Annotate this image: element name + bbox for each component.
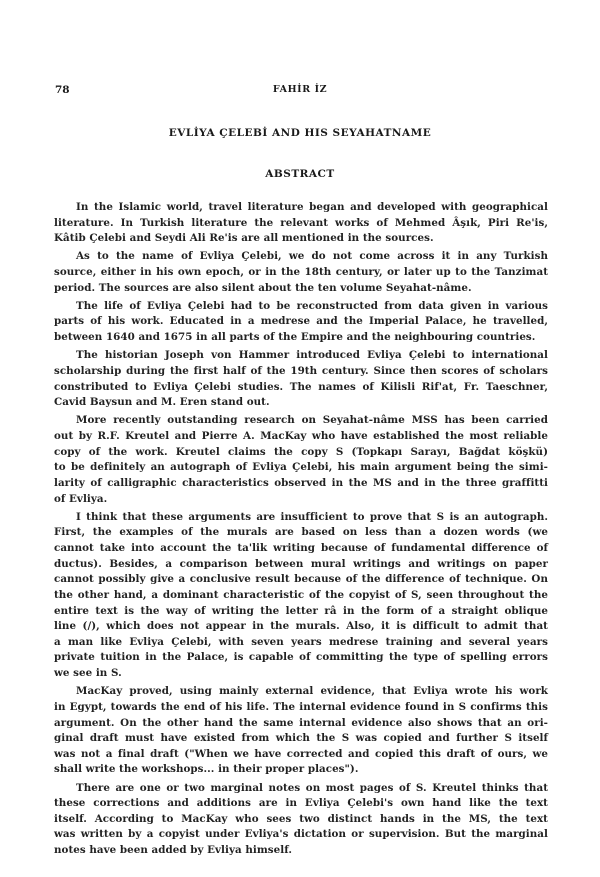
text-line: source, either in his own epoch, or in the 18th century, or later up to the Tanzimat [54, 266, 548, 279]
text-line: was not a final draft ("When we have corrected and copied this draft of ours, we [54, 747, 548, 760]
text-line: copy of the work. Kreutel claims the copy S (Topkapı Sarayı, Bağdat köşkü) [54, 445, 548, 458]
paragraph [54, 510, 548, 682]
text-line: More recently outstanding research on Seyahat-nâme MSS has been carried [76, 414, 548, 427]
text-line: the other hand, a dominant characteristic of the copyist of S, seen throughout the [54, 588, 548, 601]
text-line: of Evliya. [54, 492, 108, 505]
abstract-heading: ABSTRACT [265, 168, 335, 180]
text-line: literature. In Turkish literature the relevant works of Mehmed Âşık, Piri Re'is, [54, 216, 548, 229]
text-line: between 1640 and 1675 in all parts of the Empire and the neighbouring countries. [54, 331, 536, 344]
text-line: larity of calligraphic characteristics observed in the MS and in the three graffitti [54, 476, 548, 489]
text-line: constributed to Evliya Çelebi studies. The names of Kilisli Rif'at, Fr. Taeschner, [54, 380, 548, 393]
running-head: FAHİR İZ [272, 84, 328, 95]
page-number: 78 [55, 84, 70, 96]
paragraph [54, 249, 548, 296]
paragraph [54, 413, 548, 507]
text-line: itself. According to MacKay who sees two distinct hands in the MS, the text [54, 812, 548, 825]
text-line: entire text is the way of writing the letter râ in the form of a straight oblique [54, 604, 548, 617]
text-line: cannot take into account the ta'lik writing because of fundamental difference of [54, 541, 548, 554]
text-line: to be definitely an autograph of Evliya Çelebi, his main argument being the simi- [54, 461, 548, 474]
text-line: scholarship during the first half of the 19th century. Since then scores of scholars [54, 364, 548, 377]
text-line: In the Islamic world, travel literature began and developed with geographical [76, 201, 548, 213]
text-line: shall write the workshops... in their proper places"). [54, 763, 359, 776]
text-line: out by R.F. Kreutel and Pierre A. MacKay who have established the most reliable [54, 429, 548, 442]
text-line: parts of his work. Educated in a medrese and the Imperial Palace, he travelled, [54, 315, 548, 328]
text-line: notes have been added by Evliya himself. [54, 844, 292, 857]
text-line: a man like Evliya Çelebi, with seven years medrese training and several years [54, 635, 548, 648]
paragraph [54, 200, 548, 247]
text-line: ginal draft must have existed from which the S was copied and further S itself [54, 732, 548, 745]
text-line: As to the name of Evliya Çelebi, we do not come across it in any Turkish [76, 250, 548, 263]
text-line: The historian Joseph von Hammer introduced Evliya Çelebi to international [76, 349, 548, 362]
text-line: we see in S. [54, 667, 122, 680]
text-line: I think that these arguments are insufficient to prove that S is an autograph. [76, 510, 548, 523]
text-line: private tuition in the Palace, is capable of committing the type of spelling errors [54, 651, 548, 664]
text-line: these corrections and additions are in Evliya Çelebi's own hand like the text [54, 797, 548, 810]
article-title: EVLİYA ÇELEBİ AND HIS SEYAHATNAME [168, 127, 432, 139]
text-line: cannot possibly give a conclusive result because of the difference of technique. On [54, 573, 548, 586]
text-line: Kâtib Çelebi and Seydi Ali Re'is are all mentioned in the sources. [54, 232, 434, 245]
paragraph [54, 781, 548, 859]
text-line: The life of Evliya Çelebi had to be reconstructed from data given in various [76, 299, 548, 312]
text-line: There are one or two marginal notes on most pages of S. Kreutel thinks that [76, 781, 548, 794]
text-line: line (/), which does not appear in the murals. Also, it is difficult to admit that [54, 620, 548, 633]
paragraph [54, 348, 548, 411]
text-line: argument. On the other hand the same internal evidence also shows that an ori- [54, 716, 548, 729]
text-line: First, the examples of the murals are based on less than a dozen words (we [54, 526, 548, 539]
text-line: was written by a copyist under Evliya's dictation or supervision. But the marginal [54, 828, 548, 841]
text-line: Cavid Baysun and M. Eren stand out. [54, 396, 270, 409]
text-line: in Egypt, towards the end of his life. The internal evidence found in S confirms this [54, 700, 548, 713]
paragraph [54, 684, 548, 778]
text-line: ductus). Besides, a comparison between mural writings and writings on paper [54, 557, 548, 570]
text-line: MacKay proved, using mainly external evidence, that Evliya wrote his work [76, 685, 548, 698]
abstract-body [54, 200, 548, 861]
text-line: period. The sources are also silent about the ten volume Seyahat-nâme. [54, 281, 472, 294]
paragraph [54, 299, 548, 346]
